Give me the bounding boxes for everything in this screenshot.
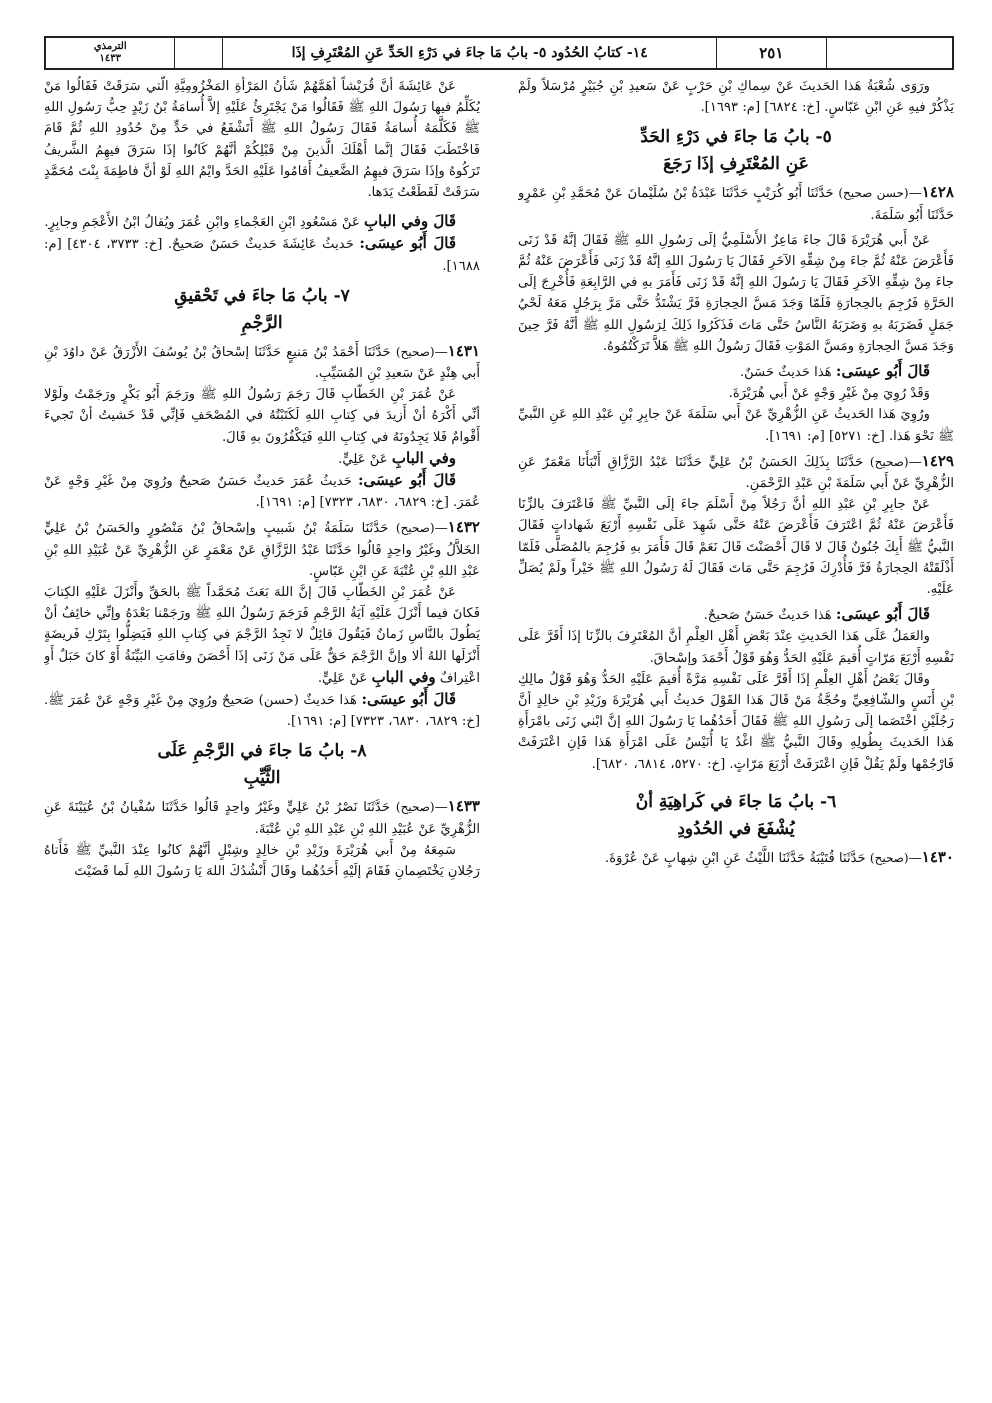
hadith-matn: عَنْ جابِرِ بْنِ عَبْدِ اللهِ أنَّ رَجُلاً مِنْ أَسْلَمَ جاءَ إلَى النَّبيِّ ﷺ فَاعْتَرَفَ بالزِّنَا فَأَعْرَضَ عَنْهُ ثُمَّ اعْتَرَفَ فَأَعْرَضَ عَنْهُ حَتَّى شَهِدَ عَلَى نَفْسِهِ أَرْبَعَ شَهاداتٍ فَقَالَ النَّبيُّ ﷺ أَبِكَ جُنُونٌ قَالَ لا قَالَ أَحْصَنْتَ قَالَ نَعَمْ قَالَ فَأَمَرَ بهِ فَرُجِمَ بالمُصَلَّى فَلَمّا أَذْلَقَتْهُ الحِجارَةُ فَرَّ فَأُدْرِكَ فَرُجِمَ حَتَّى مَاتَ فَقَالَ لَهُ رَسُولُ اللهِ ﷺ خَيْراً ولَمْ يُصَلِّ عَلَيْهِ. (518, 497, 954, 598)
hadith-number: ١٤٣٠ (921, 847, 954, 866)
hadith-isnad: ١٤٣٣—(صحيح) حَدَّثَنَا نَصْرُ بْنُ عَلِيٍّ وغَيْرُ واحِدٍ قَالُوا حَدَّثَنَا سُفْيانُ بْنُ عُيَيْنَةَ عَنِ الزُّهْرِيِّ عَنْ عُبَيْدِ اللهِ بْنِ عَبْدِ اللهِ بْنِ عُتْبَةَ. (44, 797, 480, 837)
qala-text: عَنْ مَسْعُودِ ابْنِ العَجْماءِ وابْنِ عُمَرَ ويُقالُ ابْنُ الأَعْجَمِ وجابِرٍ. (44, 215, 365, 231)
chapter-heading (44, 738, 480, 792)
chapter-heading-line: يُشْفَعَ في الحُدُودِ (677, 818, 795, 839)
book-name: الترمذي (93, 41, 127, 52)
qala-label: قَالَ أَبُو عيسَى: (359, 234, 456, 253)
hadith-grade: (صحيح) (395, 800, 435, 815)
chapter-heading (518, 124, 954, 178)
qala-text: هَذا حَديثٌ (حسن) صَحيحٌ ورُوِيَ مِنْ غَيْرِ وَجْهٍ عَنْ عُمَرَ ﷺ. [خ: ٦٨٢٩، ٦٨٣٠، ٧٣٢٣] [م: ١٦٩١]. (44, 693, 480, 730)
hadith-isnad: ١٤٢٩—(صحيح) حَدَّثَنَا بِذَلِكَ الحَسَنُ بْنُ عَلِيٍّ حَدَّثَنَا عَبْدُ الرَّزَّاقِ أَنْبَأَنَا مَعْمَرٌ عَنِ الزُّهْرِيِّ عَنْ أَبي سَلَمَةَ بْنِ عَبْدِ الرَّحْمَنِ. (518, 451, 954, 492)
qala-text: عَنْ عَلِيٍّ. (317, 670, 372, 686)
qala-label: قَالَ أَبُو عيسَى: (835, 605, 930, 624)
hadith-matn: عَنْ أَبي هُرَيْرَةَ قَالَ جاءَ مَاعِزٌ الأَسْلَمِيُّ إلَى رَسُولِ اللهِ ﷺ فَقَالَ إنَّهُ قَدْ زَنَى فَأَعْرَضَ عَنْهُ ثُمَّ جاءَ مِنْ شِقِّهِ الآخَرِ فَقَالَ يَا رَسُولَ اللهِ إنَّهُ قَدْ زَنَى فَأَعْرَضَ عَنْهُ ثُمَّ جاءَ مِنْ شِقِّهِ الآخَرِ فَقَالَ يَا رَسُولَ اللهِ إنَّهُ قَدْ زَنَى فَأَمَرَ بهِ في الرَّابِعَةِ فَأُخْرِجَ إلَى الحَرَّةِ فَرُجِمَ بالحِجارَةِ فَلَمّا وَجَدَ مَسَّ الحِجارَةِ فَرَّ يَشْتَدُّ حَتَّى مَرَّ بِرَجُلٍ مَعَهُ لَحْيُ جَمَلٍ فَضَرَبَهُ بهِ وَضَرَبَهُ النَّاسُ حَتَّى مَاتَ فَذَكَرُوا ذَلِكَ لِرَسُولِ اللهِ ﷺ أنَّهُ فَرَّ حِينَ وَجَدَ مَسَّ الحِجارَةِ ومَسَّ المَوْتِ فَقَالَ رَسُولُ اللهِ ﷺ هَلاَّ تَرَكْتُمُوهُ. (518, 232, 954, 354)
chapter-heading (44, 283, 480, 337)
isnad-text: حَدَّثَنَا أَحْمَدُ بْنُ مَنيعٍ حَدَّثَنَا إسْحاقُ بْنُ يُوسُفَ الأَزْرَقُ عَنْ داوُدَ بْنِ أَبي هِنْدٍ عَنْ سَعيدِ بْنِ المُسَيِّبِ. (44, 344, 480, 382)
running-header (44, 36, 954, 70)
chapter-heading-line: ٧- بابُ مَا جاءَ في تَحْقيقِ (174, 285, 350, 306)
hadith-number: ١٤٢٩ (921, 451, 954, 470)
chapter-heading-line: عَنِ المُعْتَرِفِ إذَا رَجَعَ (663, 154, 809, 175)
hadith-number: ١٤٣٣ (447, 797, 480, 816)
book-reference-cell (46, 38, 175, 68)
commentary (44, 689, 480, 732)
hadith-grade: (صحيح) (869, 454, 909, 469)
hadith-grade: (حسن صحيح) (838, 186, 909, 201)
paragraph: ورَوَى شُعْبَةُ هَذا الحَديثَ عَنْ سِماكِ بْنِ حَرْبٍ عَنْ سَعيدِ بْنِ جُبَيْرٍ مُرْسَلاً ولَمْ يَذْكُرْ فيهِ عَنِ ابْنِ عَبّاسٍ. [خ: ٦٨٢٤] [م: ١٦٩٣]. (518, 79, 954, 116)
hadith-grade: (صحيح) (395, 521, 435, 536)
hadith-isnad: ١٤٣١—(صحيح) حَدَّثَنَا أَحْمَدُ بْنُ مَنيعٍ حَدَّثَنَا إسْحاقُ بْنُ يُوسُفَ الأَزْرَقُ عَنْ داوُدَ بْنِ أَبي هِنْدٍ عَنْ سَعيدِ بْنِ المُسَيِّبِ. (44, 341, 480, 382)
isnad-text: حَدَّثَنَا قُتَيْبَةُ حَدَّثَنَا اللَّيْثُ عَنِ ابْنِ شِهابٍ عَنْ عُرْوَةَ. (605, 850, 870, 866)
left-column (44, 76, 480, 1376)
commentary (44, 470, 480, 513)
chapter-heading-line: ٨- بابُ مَا جاءَ في الرَّجْمِ عَلَى (157, 741, 367, 762)
qala-text: عَنْ عَلِيٍّ. (338, 451, 392, 467)
qala-text: هَذا حَديثٌ حَسَنٌ. (739, 365, 836, 381)
running-title: ١٤- كتابُ الحُدُود ٥- بابُ مَا جاءَ في دَرْءِ الحَدِّ عَنِ المُعْتَرِفِ إذَا (223, 38, 717, 68)
hadith-number: ١٤٣١ (447, 341, 480, 360)
chapter-heading-line: الثَّيِّبِ (243, 768, 281, 789)
commentary (44, 233, 480, 276)
paragraph: وقَالَ بَعْضُ أَهْلِ العِلْمِ إذَا أَقَرَّ عَلَى نَفْسِهِ مَرَّةً أُقيمَ عَلَيْهِ الحَدُّ وَهُوَ قَوْلُ مالِكِ بْنِ أَنَسٍ والشّافِعِيِّ وحُجَّةُ مَنْ قَالَ هَذا القَوْلَ حَديثُ أَبي هُرَيْرَةَ وزَيْدِ بْنِ خالِدٍ أنَّ رَجُلَيْنِ اخْتَصَما إلَى رَسُولِ اللهِ ﷺ فَقَالَ أَحَدُهُما يَا رَسُولَ اللهِ إنَّ ابْني زَنَى بامْرَأَةِ هَذا الحَديثَ بِطُولِهِ وقَالَ النَّبيُّ ﷺ اغْدُ يَا أُنَيْسُ عَلَى امْرَأَةِ هَذا فَإنِ اعْتَرَفَتْ فَارْجُمْها ولَمْ يَقُلْ فَإنِ اعْتَرَفَتْ أَرْبَعَ مَرّاتٍ. [خ: ٥٢٧٠، ٦٨١٤، ٦٨٢٠]. (518, 671, 954, 772)
hadith-number: ١٤٣٢ (447, 518, 480, 537)
hadith-number: ١٤٢٨ (921, 183, 954, 202)
isnad-text: حَدَّثَنَا بِذَلِكَ الحَسَنُ بْنُ عَلِيٍّ حَدَّثَنَا عَبْدُ الرَّزَّاقِ أَنْبَأَنَا مَعْمَرٌ عَنِ الزُّهْرِيِّ عَنْ أَبي سَلَمَةَ بْنِ عَبْدِ الرَّحْمَنِ. (518, 454, 954, 492)
qala-text: حَديثُ عَائِشَةَ حَديثٌ حَسَنٌ صَحيحٌ. [خ: ٣٧٣٣، ٤٣٠٤] [م: ١٦٨٨]. (44, 237, 480, 274)
qala-label: وفي البابِ (371, 667, 436, 686)
hadith-matn: عَنْ عُمَرَ بْنِ الخَطّابِ قَالَ رَجَمَ رَسُولُ اللهِ ﷺ ورَجَمَ أَبُو بَكْرٍ ورَجَمْتُ ولَوْلا أنِّي أَكْرَهُ أنْ أَزيدَ في كِتابِ اللهِ لَكَتَبْتُهُ في المُصْحَفِ فَإنِّي قَدْ خَشيتُ أنْ تَجيءَ أَقْوامٌ فَلا يَجِدُونَهُ في كِتابِ اللهِ فَيَكْفُرُونَ بهِ قَالَ. (44, 387, 480, 445)
qala-label: وفي البابِ (391, 448, 456, 467)
page-body (44, 76, 954, 1376)
hadith-matn: سَمِعَهُ مِنْ أَبي هُرَيْرَةَ وزَيْدِ بْنِ خالِدٍ وشِبْلٍ أنَّهُمْ كانُوا عِنْدَ النَّبيِّ ﷺ فَأَتاهُ رَجُلانِ يَخْتَصِمانِ فَقَامَ إلَيْهِ أَحَدُهُما وقَالَ أَنْشُدُكَ اللهَ يَا رَسُولَ اللهِ لَما قَضَيْتَ (44, 842, 480, 880)
hadith-grade: (صحيح) (395, 344, 435, 359)
commentary (44, 448, 480, 470)
commentary (518, 604, 954, 626)
paragraph: وَقَدْ رُوِيَ مِنْ غَيْرِ وَجْهٍ عَنْ أَبي هُرَيْرَةَ. (728, 386, 930, 402)
chapter-heading-line: الرَّجْمِ (241, 312, 283, 333)
matn-text: عَنْ عُمَرَ بْنِ الخَطّابِ قَالَ إنَّ اللهَ بَعَثَ مُحَمَّداً ﷺ بالحَقِّ وأَنْزَلَ عَلَيْهِ الكِتابَ فَكانَ فيما أَنْزَلَ عَلَيْهِ آيَةُ الرَّجْمِ فَرَجَمَ رَسُولُ اللهِ ﷺ ورَجَمْنا بَعْدَهُ وإنِّي خائِفٌ أنْ يَطُولَ بالنَّاسِ زَمانٌ فَيَقُولَ قائِلٌ لا نَجِدُ الرَّجْمَ في كِتابِ اللهِ فَيَضِلُّوا بِتَرْكِ فَريضَةٍ أَنْزَلَها اللهُ ألا وإنَّ الرَّجْمَ حَقٌّ عَلَى مَنْ زَنَى إذَا أَحْصَنَ وقامَتِ البَيِّنَةُ أَوْ كانَ حَبَلٌ أَوِ اعْتِرافٌ (44, 585, 480, 686)
qala-text: هَذا حَديثٌ حَسَنٌ صَحيحٌ. (703, 608, 836, 624)
commentary (518, 361, 954, 383)
chapter-heading-line: ٦- بابُ مَا جاءَ في كَراهِيَةِ أنْ (635, 791, 837, 812)
isnad-text: حَدَّثَنَا نَصْرُ بْنُ عَلِيٍّ وغَيْرُ واحِدٍ قَالُوا حَدَّثَنَا سُفْيانُ بْنُ عُيَيْنَةَ عَنِ الزُّهْرِيِّ عَنْ عُبَيْدِ اللهِ بْنِ عَبْدِ اللهِ بْنِ عُتْبَةَ. (44, 800, 480, 837)
hadith-matn: عَنْ عَائِشَةَ أنَّ قُرَيْشاً أَهَمَّهُمْ شَأْنُ المَرْأَةِ المَخْزُومِيَّةِ الَّتي سَرَقَتْ فَقَالُوا مَنْ يُكَلِّمُ فيها رَسُولَ اللهِ ﷺ فَقَالُوا مَنْ يَجْتَرِئُ عَلَيْهِ إلاَّ أُسامَةُ بْنُ زَيْدٍ حِبُّ رَسُولِ اللهِ ﷺ فَكَلَّمَهُ أُسامَةُ فَقَالَ رَسُولُ اللهِ ﷺ أَتَشْفَعُ في حَدٍّ مِنْ حُدُودِ اللهِ ثُمَّ قَامَ فَاخْتَطَبَ فَقَالَ إنَّما أَهْلَكَ الَّذينَ مِنْ قَبْلِكُمْ أنَّهُمْ كَانُوا إذَا سَرَقَ فيهِمُ الشَّريفُ تَرَكُوهُ وإذَا سَرَقَ فيهِمُ الضَّعيفُ أَقامُوا عَلَيْهِ الحَدَّ وايْمُ اللهِ لَوْ أنَّ فاطِمَةَ بِنْتَ مُحَمَّدٍ سَرَقَتْ لَقَطَعْتُ يَدَها. (44, 79, 480, 201)
isnad-text: حَدَّثَنَا سَلَمَةُ بْنُ شَبيبٍ وإسْحاقُ بْنُ مَنْصُورٍ والحَسَنُ بْنُ عَلِيٍّ الخَلاَّلُ وغَيْرُ واحِدٍ قَالُوا حَدَّثَنَا عَبْدُ الرَّزَّاقِ عَنْ مَعْمَرٍ عَنِ الزُّهْرِيِّ عَنْ عُبَيْدِ اللهِ بْنِ عَبْدِ اللهِ بْنِ عُتْبَةَ عَنِ ابْنِ عَبّاسٍ. (44, 521, 480, 579)
page-number: ٢٥١ (717, 38, 827, 68)
hadith-isnad: ١٤٣٢—(صحيح) حَدَّثَنَا سَلَمَةُ بْنُ شَبيبٍ وإسْحاقُ بْنُ مَنْصُورٍ والحَسَنُ بْنُ عَلِيٍّ الخَلاَّلُ وغَيْرُ واحِدٍ قَالُوا حَدَّثَنَا عَبْدُ الرَّزَّاقِ عَنْ مَعْمَرٍ عَنِ الزُّهْرِيِّ عَنْ عُبَيْدِ اللهِ بْنِ عَبْدِ اللهِ بْنِ عُتْبَةَ عَنِ ابْنِ عَبّاسٍ. (44, 518, 480, 579)
qala-label: قَالَ وفي البابِ (364, 212, 456, 231)
paragraph: والعَمَلُ عَلَى هَذا الحَديثِ عِنْدَ بَعْضِ أَهْلِ العِلْمِ أنَّ المُعْتَرِفَ بالزِّنَا إذَا أَقَرَّ عَلَى نَفْسِهِ أَرْبَعَ مَرّاتٍ أُقيمَ عَلَيْهِ الحَدُّ وَهُوَ قَوْلُ أَحْمَدَ وإسْحاقَ. (518, 629, 954, 666)
hadith-matn (44, 582, 480, 689)
hadith-isnad: ١٤٣٠—(صحيح) حَدَّثَنَا قُتَيْبَةُ حَدَّثَنَا اللَّيْثُ عَنِ ابْنِ شِهابٍ عَنْ عُرْوَةَ. (605, 847, 954, 866)
hadith-isnad: ١٤٢٨—(حسن صحيح) حَدَّثَنَا أَبُو كُرَيْبٍ حَدَّثَنَا عَبْدَةُ بْنُ سُلَيْمانَ عَنْ مُحَمَّدِ بْنِ عَمْرٍو حَدَّثَنَا أَبُو سَلَمَةَ. (518, 183, 954, 223)
header-spacer-left (175, 38, 223, 68)
right-column (518, 76, 954, 1376)
qala-label: قَالَ أَبُو عيسَى: (358, 471, 456, 490)
book-number: ١٤٣٣ (99, 53, 121, 64)
qala-label: قَالَ أَبُو عيسَى: (361, 690, 456, 709)
qala-label: قَالَ أَبُو عيسَى: (835, 362, 930, 381)
chapter-heading-line: ٥- بابُ مَا جاءَ في دَرْءِ الحَدِّ (640, 127, 832, 148)
chapter-heading (518, 789, 954, 843)
header-spacer-right (827, 38, 952, 68)
isnad-text: حَدَّثَنَا أَبُو كُرَيْبٍ حَدَّثَنَا عَبْدَةُ بْنُ سُلَيْمانَ عَنْ مُحَمَّدِ بْنِ عَمْرٍو حَدَّثَنَا أَبُو سَلَمَةَ. (518, 186, 954, 223)
commentary (44, 211, 480, 233)
qala-text: حَديثُ عُمَرَ حَديثٌ حَسَنٌ صَحيحٌ ورُوِيَ مِنْ غَيْرِ وَجْهٍ عَنْ عُمَرَ. [خ: ٦٨٢٩، ٦٨٣٠، ٧٣٢٣] [م: ١٦٩١]. (44, 474, 480, 511)
hadith-grade: (صحيح) (869, 850, 909, 865)
paragraph: ورُوِيَ هَذا الحَديثُ عَنِ الزُّهْرِيِّ عَنْ أَبي سَلَمَةَ عَنْ جابِرِ بْنِ عَبْدِ اللهِ عَنِ النَّبيِّ ﷺ نَحْوَ هَذا. [خ: ٥٢٧١] [م: ١٦٩١]. (518, 407, 954, 444)
